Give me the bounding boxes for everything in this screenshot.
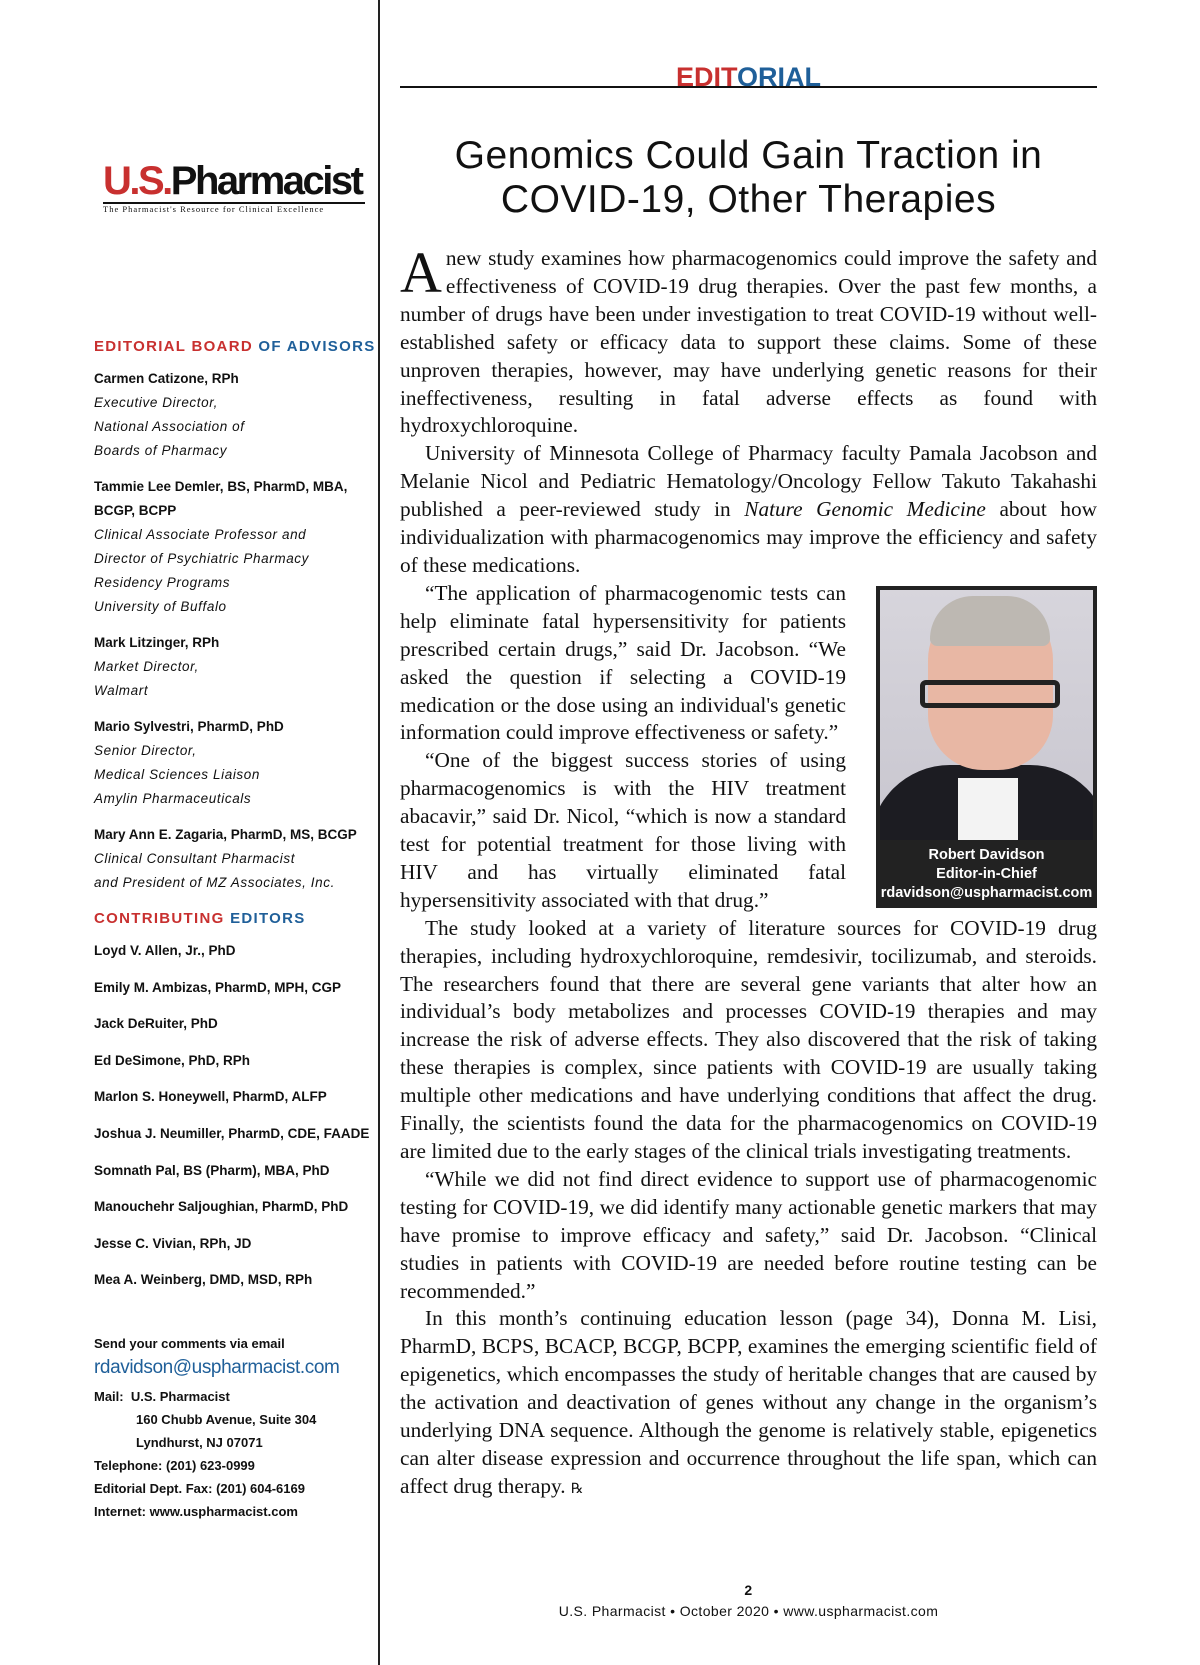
editor-name: Jesse C. Vivian, RPh, JD	[94, 1235, 252, 1251]
advisor-title: Medical Sciences Liaison	[94, 767, 260, 782]
page-number: 2	[744, 1582, 753, 1598]
logo-pharmacist: Pharmacist	[170, 159, 362, 203]
page-footer	[400, 1580, 1097, 1622]
glasses-icon	[920, 680, 1060, 708]
editor-name: Jack DeRuiter, PhD	[94, 1016, 218, 1032]
advisor-name: Carmen Catizone, RPh	[94, 371, 239, 386]
mail-line: Lyndhurst, NJ 07071	[136, 1435, 263, 1451]
contributing-editors-heading: CONTRIBUTING EDITORS	[94, 910, 306, 927]
article-title: Genomics Could Gain Traction in COVID-19, Other Therapies	[454, 134, 1043, 221]
editor-name: Ed DeSimone, PhD, RPh	[94, 1052, 251, 1068]
advisor-name: Tammie Lee Demler, BS, PharmD, MBA, BCGP, BCPP	[94, 479, 348, 518]
editor-name: Marlon S. Honeywell, PharmD, ALFP	[94, 1089, 327, 1105]
paragraph: Anew study examines how pharmacogenomics could improve the safety and effectiveness of COVID-19 drug therapies. Over the past few months, a number of drugs have been under investigation to treat COVID-19 without well-established safety or efficacy data to support these claims. Some of these unproven therapies, however, may have underlying genetic reasons for their ineffectiveness, resulting in fatal adverse effects as found with hydroxychloroquine.	[400, 240, 1097, 438]
editor-name-caption: Robert Davidson	[928, 846, 1045, 863]
advisor-name: Mark Litzinger, RPh	[94, 635, 220, 650]
advisor-title: Clinical Associate Professor and	[94, 527, 307, 542]
paragraph: In this month’s continuing education lesson (page 34), Donna M. Lisi, PharmD, BCPS, BCACP, BCGP, BCPP, examines the emerging scientific field of epigenetics, which encompasses the study of heritable changes that are caused by the activation and deactivation of genes without any change in the organism’s underlying DNA sequence. Although the genome is relatively stable, epigenetics can alter disease expression and occurrence throughout the life span, which can affect drug therapy. ℞	[400, 1306, 1097, 1498]
advisor-title: Senior Director,	[94, 743, 197, 758]
comments-label: Send your comments via email	[94, 1336, 285, 1352]
paragraph: “While we did not find direct evidence to support use of pharmacogenomic testing for COVID-19, we did identify many actionable genetic markers that may have promise to improve efficacy and safety,” said Dr. Jacobson. “Clinical studies in patients with COVID-19 are needed before routine testing can be recommended.”	[400, 1166, 1097, 1303]
advisor-entry	[94, 631, 379, 703]
mail-line: 160 Chubb Avenue, Suite 304	[136, 1412, 317, 1428]
editor-name: Joshua J. Neumiller, PharmD, CDE, FAADE	[94, 1125, 370, 1141]
advisor-title: Market Director,	[94, 659, 199, 674]
editor-name: Emily M. Ambizas, PharmD, MPH, CGP	[94, 979, 342, 995]
contact-info	[94, 1332, 379, 1523]
drop-cap: A	[400, 240, 442, 305]
advisor-entry	[94, 367, 379, 463]
board-heading: EDITORIAL BOARD OF ADVISORS	[94, 338, 376, 355]
mail-address: Mail: U.S. Pharmacist	[94, 1389, 230, 1405]
fax: Editorial Dept. Fax: (201) 604-6169	[94, 1481, 305, 1497]
advisor-title: National Association of	[94, 419, 245, 434]
advisor-entry	[94, 475, 379, 619]
advisor-title: Amylin Pharmaceuticals	[94, 791, 252, 806]
advisor-entry	[94, 715, 379, 811]
advisor-entry	[94, 823, 379, 895]
advisor-title: Director of Psychiatric Pharmacy	[94, 551, 310, 566]
footer-line: U.S. Pharmacist • October 2020 • www.uspharmacist.com	[558, 1603, 939, 1619]
advisor-title: Executive Director,	[94, 395, 218, 410]
us-pharmacist-logo	[103, 160, 365, 215]
paragraph: “The application of pharmacogenomic tests can help eliminate fatal hypersensitivity for patients prescribed certain drugs,” said Dr. Jacobson. “We asked the question if selecting a COVID-19 medication or the dose using an individual's genetic information could improve effectiveness or safety.”	[400, 580, 846, 745]
logo-us: U.S.	[103, 159, 171, 203]
advisor-title: and President of MZ Associates, Inc.	[94, 875, 335, 890]
paragraph: University of Minnesota College of Pharmacy faculty Pamala Jacobson and Melanie Nicol and Pediatric Hematology/Oncology Fellow Takuto Takahashi published a peer-reviewed study in Nature Genomic Medicine about how individualization with pharmacogenomics may improve the efficiency and safety of these medications.	[400, 441, 1098, 577]
end-mark-icon: ℞	[570, 1481, 584, 1497]
advisor-title: Residency Programs	[94, 575, 231, 590]
editor-email-caption[interactable]: rdavidson@uspharmacist.com	[880, 884, 1093, 901]
editor-name: Manouchehr Saljoughian, PharmD, PhD	[94, 1199, 349, 1215]
paragraph: “One of the biggest success stories of using pharmacogenomics is with the HIV treatment abacavir,” said Dr. Nicol, “which is now a standard test for potential treatment for those living with HIV and has virtually eliminated fatal hypersensitivity associated with that drug.”	[400, 748, 846, 912]
editor-name: Loyd V. Allen, Jr., PhD	[94, 943, 236, 958]
contact-email-link[interactable]: rdavidson@uspharmacist.com	[94, 1357, 340, 1379]
journal-name: Nature Genomic Medicine	[744, 497, 986, 522]
sidebar	[94, 335, 379, 1523]
editor-role-caption: Editor-in-Chief	[936, 865, 1037, 882]
advisor-name: Mary Ann E. Zagaria, PharmD, MS, BCGP	[94, 827, 357, 842]
editor-name: Somnath Pal, BS (Pharm), MBA, PhD	[94, 1162, 330, 1178]
advisor-title: University of Buffalo	[94, 599, 227, 614]
website-link[interactable]: Internet: www.uspharmacist.com	[94, 1504, 298, 1520]
editor-portrait	[880, 590, 1093, 840]
paragraph: The study looked at a variety of literature sources for COVID-19 drug therapies, including hydroxychloroquine, remdesivir, tocilizumab, and steroids. The researchers found that there are several gene variants that alter how an individual’s body metabolizes and processes COVID-19 therapies and may increase the risk of adverse effects. They also discovered that the risk of taking these therapies is complex, since patients with COVID-19 are usually taking multiple other medications and have underlying conditions that affect the drug. Finally, the scientists found the data for the pharmacogenomics on COVID-19 are limited due to the early stages of the clinical trials investigating treatments.	[400, 915, 1097, 1163]
advisor-name: Mario Sylvestri, PharmD, PhD	[94, 719, 284, 734]
logo-tagline: The Pharmacist's Resource for Clinical Excellence	[103, 202, 365, 215]
advisor-title: Clinical Consultant Pharmacist	[94, 851, 296, 866]
section-label: EDITORIAL	[400, 60, 1097, 88]
advisor-title: Walmart	[94, 683, 149, 698]
editor-photo-box	[876, 586, 1097, 908]
telephone: Telephone: (201) 623-0999	[94, 1458, 255, 1474]
advisor-title: Boards of Pharmacy	[94, 443, 228, 458]
editor-name: Mea A. Weinberg, DMD, MSD, RPh	[94, 1272, 313, 1288]
article-body	[400, 240, 1098, 1504]
